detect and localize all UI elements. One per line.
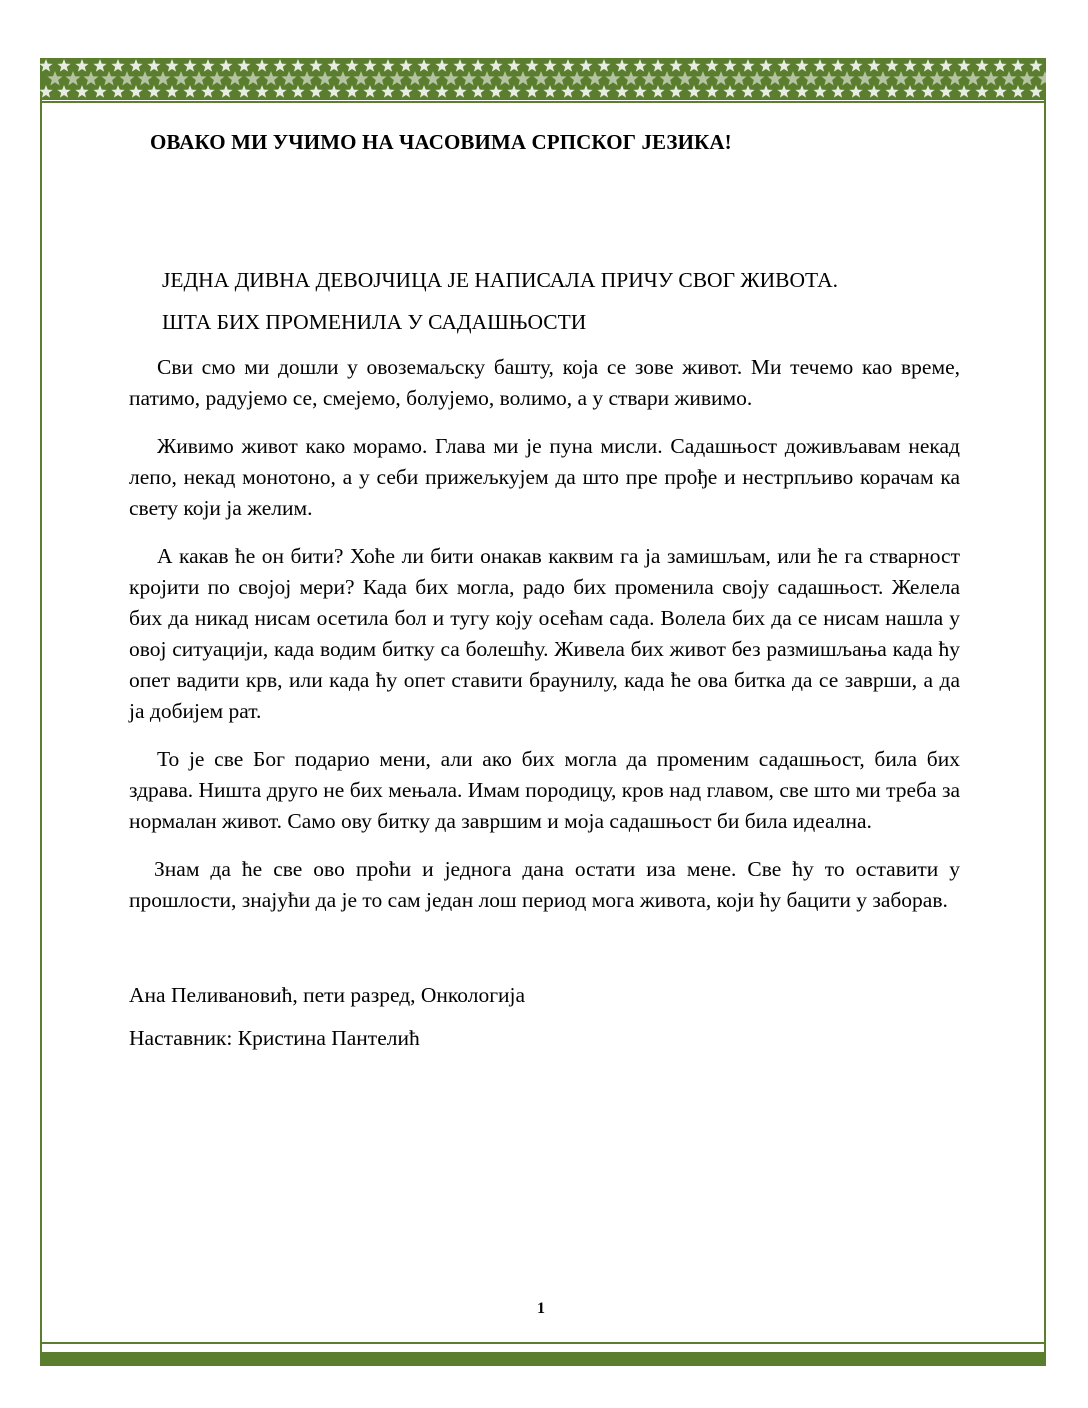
story-body — [129, 352, 960, 933]
top-border-line — [40, 101, 1046, 103]
story-heading: ЈЕДНА ДИВНА ДЕВОЈЧИЦА ЈЕ НАПИСАЛА ПРИЧУ СВОГ ЖИВОТА. — [162, 268, 838, 292]
page-number: 1 — [537, 1300, 545, 1317]
paragraph: Сви смо ми дошли у овоземаљску башту, која се зове живот. Ми течемо као време, патимо, радујемо се, смејемо, болујемо, волимо, а у ствари живимо. — [129, 355, 960, 410]
paragraph: Знам да ће све ово проћи и једнога дана остати иза мене. Све ћу то оставити у прошлости, знајући да је то сам један лош период мога живота, који ћу бацити у заборав. — [129, 857, 960, 912]
paragraph: То је све Бог подарио мени, али ако бих могла да променим садашњост, била бих здрава. Ништа друго не бих мењала. Имам породицу, кров над главом, све што ми треба за нормалан живот. Само ову битку да завршим и моја садашњост би била идеална. — [129, 747, 960, 833]
document-title: ОВАКО МИ УЧИМО НА ЧАСОВИМА СРПСКОГ ЈЕЗИКА! — [150, 130, 732, 154]
star-pattern-icon — [40, 58, 1046, 100]
teacher-signature: Наставник: Кристина Пантелић — [129, 1026, 420, 1050]
author-signature: Ана Пеливановић, пети разред, Онкологија — [129, 983, 526, 1007]
paragraph: Живимо живот како морамо. Глава ми је пуна мисли. Садашњост доживљавам некад лепо, некад монотоно, а у себи прижељкујем да што пре прође и нестрпљиво корачам ка свету који ја желим. — [129, 434, 960, 520]
footer-bar — [40, 1352, 1046, 1366]
paragraph: А какав ће он бити? Хоће ли бити онакав каквим га ја замишљам, или ће га стварност кројити по својој мери? Када бих могла, радо бих променила своју садашњост. Желела бих да никад нисам осетила бол и тугу коју осећам сада. Волела бих да се нисам нашла у овој ситуацији, када водим битку са болешћу. Живела бих живот без размишљања када ћу опет вадити крв, или када ћу опет ставити браунилу, када ће ова битка да се заврши, а да ја добијем рат. — [129, 544, 960, 723]
footer-line — [40, 1342, 1046, 1344]
story-subheading: ШТА БИХ ПРОМЕНИЛА У САДАШЊОСТИ — [162, 310, 587, 334]
